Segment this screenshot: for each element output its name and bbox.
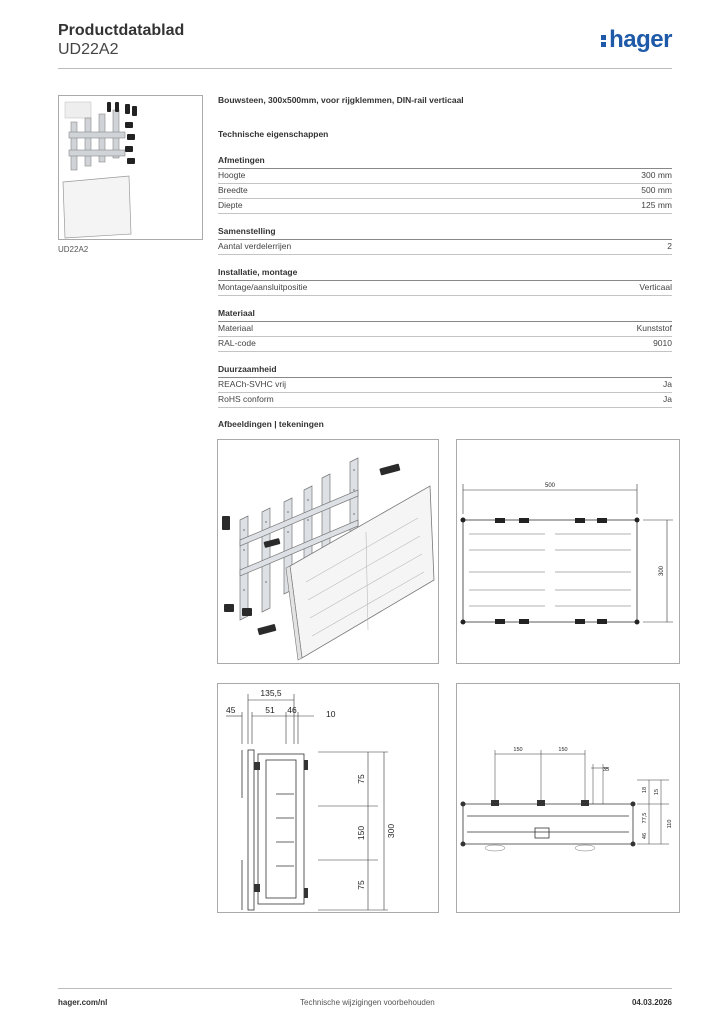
spec-group-title: Afmetingen — [218, 155, 672, 169]
spec-value: Kunststof — [636, 323, 672, 333]
front-view-drawing — [456, 439, 680, 664]
dim-75-bottom-label: 75 — [356, 880, 366, 890]
spec-label: Diepte — [218, 200, 243, 210]
spec-label: RoHS conform — [218, 394, 274, 404]
spec-value: 500 mm — [641, 185, 672, 195]
spec-value: 2 — [667, 241, 672, 251]
spec-row — [218, 281, 672, 296]
dim-150-b-label: 150 — [558, 747, 568, 753]
dim-width-label: 500 — [544, 483, 556, 489]
logo-colon-icon — [601, 33, 607, 49]
hager-logo — [601, 26, 672, 54]
dim-75-top-label: 75 — [356, 774, 366, 784]
spec-group — [218, 226, 672, 255]
product-code: UD22A2 — [58, 41, 119, 58]
spec-label: REACh-SVHC vrij — [218, 379, 287, 389]
spec-row — [218, 378, 672, 393]
spec-row — [218, 240, 672, 255]
product-description: Bouwsteen, 300x500mm, voor rijgklemmen, DIN-rail verticaal — [218, 95, 464, 105]
spec-group-title: Duurzaamheid — [218, 364, 672, 378]
spec-label: Materiaal — [218, 323, 253, 333]
document-title: Productdatablad — [58, 22, 185, 39]
spec-row — [218, 199, 672, 214]
spec-row — [218, 169, 672, 184]
spec-value: 9010 — [653, 338, 672, 348]
spec-group-title: Samenstelling — [218, 226, 672, 240]
product-thumbnail — [58, 95, 203, 240]
technical-properties-title: Technische eigenschappen — [218, 129, 329, 139]
dim-10-label: 10 — [326, 709, 336, 719]
page-header — [58, 20, 672, 70]
spec-row — [218, 322, 672, 337]
dim-51-label: 51 — [265, 705, 275, 715]
thumbnail-caption: UD22A2 — [58, 245, 89, 254]
dim-35-label: 35 — [603, 767, 610, 773]
dim-300-label: 300 — [386, 823, 396, 839]
spec-row — [218, 393, 672, 408]
spec-group-title: Materiaal — [218, 308, 672, 322]
specification — [218, 95, 672, 408]
product-image-exploded — [217, 439, 439, 664]
spec-value: 300 mm — [641, 170, 672, 180]
dim-total-label: 135,5 — [260, 688, 282, 698]
dim-150-a-label: 150 — [513, 747, 523, 753]
spec-value: Ja — [663, 379, 672, 389]
dim-46-label: 46 — [642, 832, 648, 840]
spec-label: Breedte — [218, 185, 248, 195]
dim-15-label: 15 — [654, 788, 660, 796]
top-view-drawing — [456, 683, 680, 913]
spec-group — [218, 267, 672, 296]
spec-row — [218, 337, 672, 352]
footer-date: 04.03.2026 — [631, 998, 672, 1007]
spec-value: 125 mm — [641, 200, 672, 210]
dim-110-label: 110 — [667, 819, 673, 829]
spec-group — [218, 155, 672, 214]
header-divider — [58, 68, 672, 69]
dim-18-label: 18 — [642, 786, 648, 794]
spec-label: Aantal verdelerrijen — [218, 241, 292, 251]
footer-divider — [58, 988, 672, 989]
spec-label: Montage/aansluitpositie — [218, 282, 308, 292]
spec-row — [218, 184, 672, 199]
spec-group — [218, 308, 672, 352]
dim-height-label: 300 — [659, 565, 665, 577]
spec-label: RAL-code — [218, 338, 256, 348]
footer-website-link[interactable]: hager.com/nl — [58, 998, 108, 1007]
dim-45-label: 45 — [226, 705, 236, 715]
footer-disclaimer: Technische wijzigingen voorbehouden — [300, 998, 435, 1007]
spec-value: Ja — [663, 394, 672, 404]
spec-label: Hoogte — [218, 170, 246, 180]
dim-77-5-label: 77,5 — [642, 812, 648, 824]
spec-group-title: Installatie, montage — [218, 267, 672, 281]
side-view-drawing — [217, 683, 439, 913]
spec-group — [218, 364, 672, 408]
logo-text: hager — [609, 26, 672, 53]
spec-value: Verticaal — [639, 282, 672, 292]
dim-150-label: 150 — [356, 825, 366, 841]
images-title: Afbeeldingen | tekeningen — [218, 419, 324, 429]
dim-46-label: 46 — [287, 705, 297, 715]
